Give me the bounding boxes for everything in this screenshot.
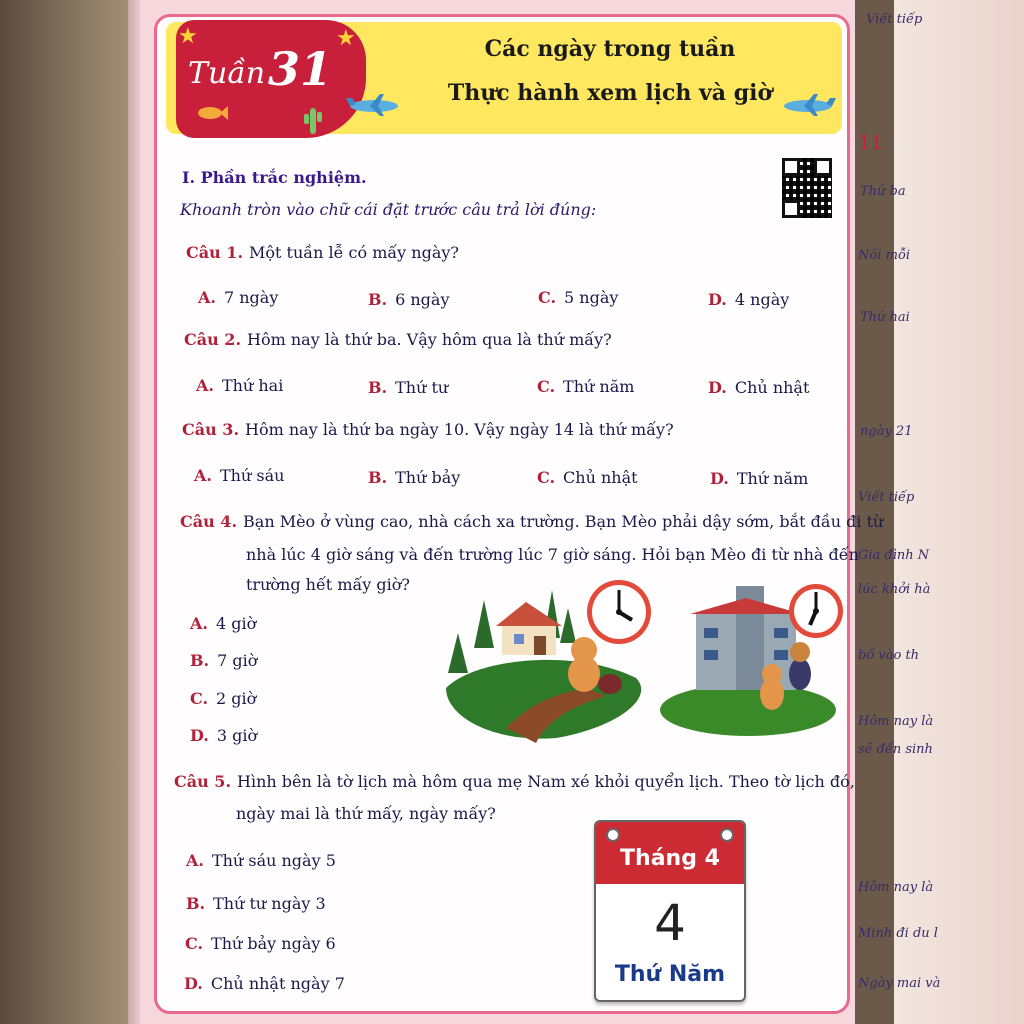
next-page-text: Viết tiếp (858, 490, 915, 505)
option-b[interactable]: B. Thứ bảy (368, 468, 461, 487)
option-c[interactable]: C. 5 ngày (538, 288, 619, 307)
ring-icon (720, 828, 734, 842)
lesson-title-line-1: Các ngày trong tuần (484, 36, 736, 62)
calendar-month: Tháng 4 (620, 846, 720, 871)
next-page-text: Thứ ba (860, 184, 906, 199)
star-icon: ★ (178, 24, 198, 49)
next-page-edge (894, 0, 1024, 1024)
option-a[interactable]: A. Thứ hai (196, 376, 284, 395)
calendar-weekday: Thứ Năm (614, 962, 726, 987)
option-b[interactable]: B. 7 giờ (190, 651, 258, 670)
ring-icon (606, 828, 620, 842)
next-page-text: 11 (858, 130, 884, 154)
question-label: Câu 1. (186, 243, 244, 262)
option-b[interactable]: B. Thứ tư (368, 378, 449, 397)
option-c[interactable]: C. Thứ bảy ngày 6 (185, 934, 336, 953)
question-2: Câu 2. Hôm nay là thứ ba. Vậy hôm qua là thứ mấy? (184, 330, 612, 349)
clock-icon-4-oclock (584, 578, 654, 646)
option-c[interactable]: C. Thứ năm (537, 377, 635, 396)
question-text-line: ngày mai là thứ mấy, ngày mấy? (236, 804, 496, 823)
airplane-icon (346, 92, 402, 118)
question-text-line: nhà lúc 4 giờ sáng và đến trường lúc 7 giờ sáng. Hỏi bạn Mèo đi từ nhà đến (246, 545, 859, 564)
star-icon: ★ (336, 26, 356, 51)
option-d[interactable]: D. Chủ nhật ngày 7 (184, 974, 345, 993)
next-page-text: Ngày mai và (858, 976, 941, 991)
next-page-text: Minh đi du l (858, 926, 938, 941)
next-page-text: Hôm nay là (858, 714, 934, 729)
next-page-text: Viết tiếp (866, 12, 923, 27)
question-1 (186, 243, 459, 262)
fish-icon (196, 104, 228, 122)
option-d[interactable]: D. 4 ngày (708, 290, 790, 309)
next-page-text: Nối mỗi (858, 248, 911, 263)
question-text: Một tuần lễ có mấy ngày? (249, 243, 460, 262)
option-c[interactable]: C. 2 giờ (190, 689, 257, 708)
calendar-day: 4 (654, 894, 686, 952)
option-d[interactable]: D. Chủ nhật (708, 378, 810, 397)
question-4: Câu 4. Bạn Mèo ở vùng cao, nhà cách xa trường. Bạn Mèo phải dậy sớm, bắt đầu đi từ (180, 512, 884, 531)
week-word: Tuần (188, 56, 266, 91)
qr-code-icon (782, 158, 832, 218)
option-a[interactable]: A. 7 ngày (198, 288, 279, 307)
week-number: 31 (268, 42, 333, 96)
option-b[interactable]: B. 6 ngày (368, 290, 450, 309)
next-page-text: Thứ hai (860, 310, 910, 325)
option-a[interactable]: A. Thứ sáu (194, 466, 285, 485)
option-d[interactable]: D. Thứ năm (710, 469, 809, 488)
option-d[interactable]: D. 3 giờ (190, 726, 258, 745)
option-a[interactable]: A. Thứ sáu ngày 5 (186, 851, 336, 870)
option-a[interactable]: A. 4 giờ (190, 614, 257, 633)
section-title: I. Phần trắc nghiệm. (182, 168, 367, 187)
clock-icon-7-oclock (788, 578, 844, 644)
question-5: Câu 5. Hình bên là tờ lịch mà hôm qua mẹ Nam xé khỏi quyển lịch. Theo tờ lịch đó, (174, 772, 855, 791)
next-page-text: bố vào th (858, 648, 920, 663)
cactus-icon (302, 104, 324, 134)
next-page-text: lúc khởi hà (858, 582, 931, 597)
question-3: Câu 3. Hôm nay là thứ ba ngày 10. Vậy ngày 14 là thứ mấy? (182, 420, 674, 439)
option-b[interactable]: B. Thứ tư ngày 3 (186, 894, 326, 913)
instruction: Khoanh tròn vào chữ cái đặt trước câu trả lời đúng: (180, 200, 597, 219)
lesson-title-line-2: Thực hành xem lịch và giờ (447, 80, 773, 106)
next-page-text: ngày 21 (860, 424, 913, 439)
question-text-line: trường hết mấy giờ? (246, 575, 410, 594)
next-page-text: Gia đình N (858, 548, 930, 563)
table-surface-left (0, 0, 140, 1024)
calendar-page (594, 820, 746, 1002)
option-c[interactable]: C. Chủ nhật (537, 468, 638, 487)
next-page-text: Hôm nay là (858, 880, 934, 895)
next-page-text: sẽ đến sinh (858, 742, 933, 757)
